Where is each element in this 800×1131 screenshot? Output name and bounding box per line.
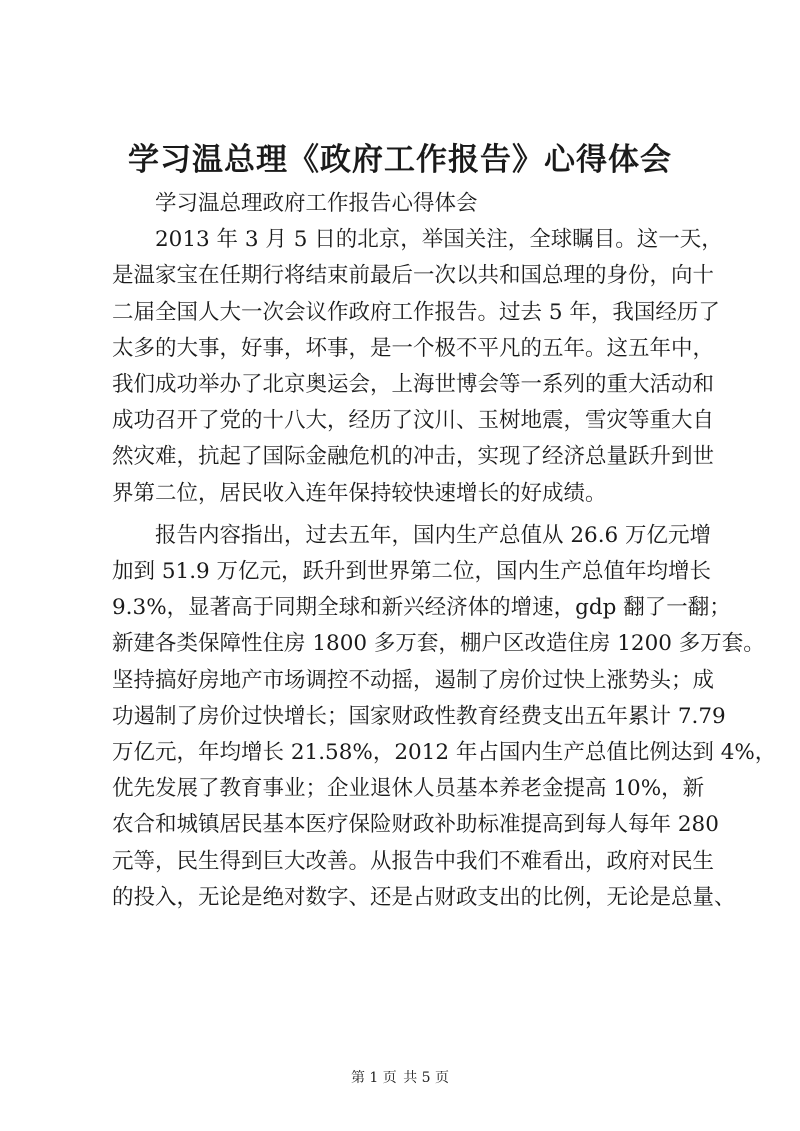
- paragraph-line: 万亿元，年均增长 21.58%，2012 年占国内生产总值比例达到 4%，: [112, 740, 777, 766]
- paragraph-1: [112, 222, 723, 512]
- paragraph-line: 9.3%，显著高于同期全球和新兴经济体的增速，gdp 翻了一翻；: [112, 595, 731, 621]
- page-number: 第 1 页: [350, 1070, 397, 1086]
- paragraph-line: 二届全国人大一次会议作政府工作报告。过去 5 年，我国经历了: [112, 299, 720, 325]
- paragraph-line: 优先发展了教育事业；企业退休人员基本养老金提高 10%，新: [112, 776, 705, 802]
- document-subtitle: 学习温总理政府工作报告心得体会: [155, 191, 478, 216]
- paragraph-line: 界第二位，居民收入连年保持较快速增长的好成绩。: [112, 480, 607, 506]
- paragraph-line: 元等，民生得到巨大改善。从报告中我们不难看出，政府对民生: [112, 848, 715, 874]
- paragraph-line: 太多的大事，好事，坏事，是一个极不平凡的五年。这五年中，: [112, 335, 715, 361]
- paragraph-line: 农合和城镇居民基本医疗保险财政补助标准提高到每人每年 280: [112, 812, 719, 838]
- paragraph-line: 报告内容指出，过去五年，国内生产总值从 26.6 万亿元增: [155, 522, 712, 548]
- page-footer: [0, 1068, 800, 1088]
- paragraph-line: 坚持搞好房地产市场调控不动摇，遏制了房价过快上涨势头；成: [112, 667, 715, 693]
- paragraph-line: 功遏制了房价过快增长；国家财政性教育经费支出五年累计 7.79: [112, 703, 726, 729]
- document-body: [112, 186, 777, 916]
- paragraph-2: [112, 518, 777, 916]
- paragraph-line: 新建各类保障性住房 1800 多万套，棚户区改造住房 1200 多万套。: [112, 631, 765, 657]
- paragraph-line: 的投入，无论是绝对数字、还是占财政支出的比例，无论是总量、: [112, 884, 736, 910]
- paragraph-line: 加到 51.9 万亿元，跃升到世界第二位，国内生产总值年均增长: [112, 559, 712, 585]
- paragraph-line: 我们成功举办了北京奥运会，上海世博会等一系列的重大活动和: [112, 372, 715, 398]
- page-total: 共 5 页: [403, 1070, 450, 1086]
- paragraph-line: 成功召开了党的十八大，经历了汶川、玉树地震，雪灾等重大自: [112, 408, 715, 434]
- paragraph-line: 2013 年 3 月 5 日的北京，举国关注，全球瞩目。这一天，: [155, 227, 723, 253]
- document-title: 学习温总理《政府工作报告》心得体会: [128, 142, 672, 178]
- paragraph-line: 然灾难，抗起了国际金融危机的冲击，实现了经济总量跃升到世: [112, 444, 715, 470]
- paragraph-line: 是温家宝在任期行将结束前最后一次以共和国总理的身份，向十: [112, 263, 715, 289]
